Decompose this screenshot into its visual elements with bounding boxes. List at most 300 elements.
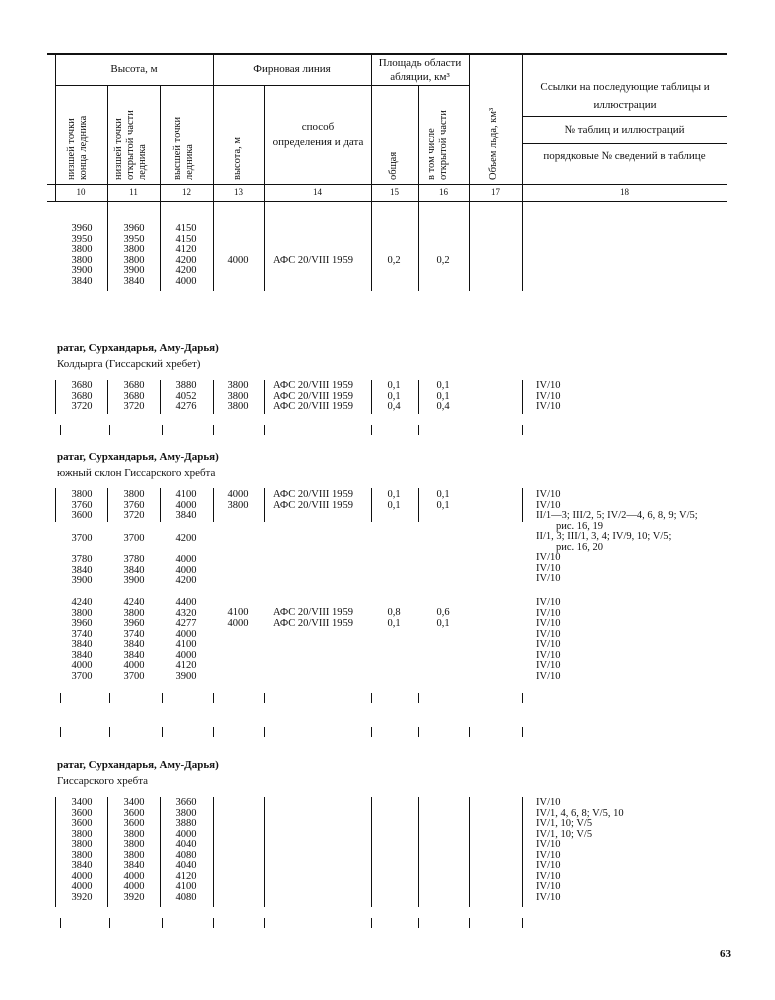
value: 4276 <box>175 401 197 412</box>
block1-vline <box>107 201 108 291</box>
value: IV/10 <box>536 839 561 850</box>
block1-c16: 0,2 <box>436 255 450 266</box>
section2-c16 <box>423 381 463 413</box>
section3-g3-c11 <box>114 555 154 587</box>
header-bottom-rule <box>47 201 727 202</box>
value: 3800 <box>227 499 249 511</box>
row-tick <box>522 918 523 928</box>
header-group-ablation: Площадь области абляции, км³ <box>378 57 462 83</box>
value: 4100 <box>175 639 197 650</box>
value: IV/10 <box>536 390 561 402</box>
value: 3760 <box>123 499 145 511</box>
value: 3680 <box>71 380 93 391</box>
value: 3700 <box>123 670 145 682</box>
section3-g4-c10 <box>62 598 102 682</box>
value: 3800 <box>123 489 145 500</box>
section2-c14 <box>273 381 353 413</box>
value: 3740 <box>71 628 93 640</box>
value: 3800 <box>227 401 249 412</box>
value: АФС 20/VIII 1959 <box>273 489 353 500</box>
row-divider <box>264 488 265 522</box>
column-number: 10 <box>76 187 86 197</box>
value: IV/10 <box>536 639 561 650</box>
value: 4200 <box>175 575 197 586</box>
value: 4000 <box>175 628 197 640</box>
value: 3800 <box>71 839 93 850</box>
value: 4000 <box>123 881 145 892</box>
value: АФС 20/VIII 1959 <box>273 401 353 412</box>
row-divider <box>107 488 108 522</box>
row-tick <box>371 727 372 737</box>
value: 4240 <box>123 597 145 608</box>
value: IV/10 <box>536 670 561 682</box>
row-tick <box>109 693 110 703</box>
value: IV/10 <box>536 881 561 892</box>
row-divider <box>371 488 372 522</box>
section4-c12 <box>166 798 206 903</box>
block1-vline <box>469 201 470 291</box>
value: АФС 20/VIII 1959 <box>273 390 353 402</box>
block1-c14: АФС 20/VIII 1959 <box>273 255 353 266</box>
section3-g4-c16 <box>423 608 463 629</box>
value: IV/1, 10; V/5 <box>536 828 593 840</box>
value: 0,6 <box>436 607 450 618</box>
value: 0,1 <box>387 499 401 511</box>
value: АФС 20/VIII 1959 <box>273 499 353 511</box>
section4-title: ратаг, Сурхандарья, Аму-Дарья) <box>57 759 219 771</box>
section2-c18 <box>536 381 561 413</box>
value: рис. 16, 19 <box>556 520 604 532</box>
value: 3960 <box>71 618 93 629</box>
row-tick <box>60 425 61 435</box>
section3-g1-c13 <box>218 490 258 511</box>
section3-g1-c12 <box>166 490 206 522</box>
value: 4000 <box>71 660 93 671</box>
value: 3600 <box>71 807 93 819</box>
row-tick <box>162 918 163 928</box>
section4-c11 <box>114 798 154 903</box>
block1-vline <box>522 201 523 291</box>
section3-g4-c14 <box>273 608 353 629</box>
header-col17: Объем льда, км³ <box>488 107 499 180</box>
row-divider <box>371 380 372 414</box>
value: IV/10 <box>536 562 561 574</box>
header-col18-title: Ссылки на последующие таблицы и иллюстрации <box>540 81 710 111</box>
section3-g1-c14 <box>273 490 353 511</box>
row-divider <box>264 380 265 414</box>
block1-c13: 4000 <box>227 255 249 266</box>
row-tick <box>213 425 214 435</box>
row-divider <box>160 797 161 907</box>
row-tick <box>109 425 110 435</box>
section2-subtitle: Колдырга (Гиссарский хребет) <box>57 358 201 370</box>
header-col12: высшей точки ледника <box>172 116 195 180</box>
value: 3720 <box>123 510 145 521</box>
value: II/1, 3; III/1, 3, 4; IV/9, 10; V/5; <box>536 531 672 542</box>
section3-c18b <box>536 598 561 682</box>
section4-c18 <box>536 798 624 903</box>
row-divider <box>522 488 523 522</box>
row-divider <box>522 380 523 414</box>
block1-vline <box>264 201 265 291</box>
value: 4000 <box>175 564 197 576</box>
value: IV/10 <box>536 649 561 661</box>
value: 3840 <box>123 639 145 650</box>
value: 3800 <box>175 807 197 819</box>
row-tick <box>162 693 163 703</box>
value: 4052 <box>175 390 197 402</box>
value: 4200 <box>175 265 197 276</box>
value: 0,1 <box>387 380 401 391</box>
value: 3900 <box>71 265 93 276</box>
value: 3800 <box>123 839 145 850</box>
value: 4000 <box>227 489 249 500</box>
column-number: 11 <box>129 187 138 197</box>
value: 4320 <box>175 607 197 619</box>
value: 4000 <box>175 499 197 511</box>
value: 4000 <box>71 870 93 882</box>
row-tick <box>418 693 419 703</box>
row-tick <box>213 727 214 737</box>
value: 3960 <box>71 223 93 234</box>
column-number: 17 <box>491 187 500 197</box>
row-tick <box>522 693 523 703</box>
value: 4120 <box>175 660 197 671</box>
header-vline <box>107 85 108 201</box>
value: рис. 16, 20 <box>556 541 604 553</box>
block1-vline <box>213 201 214 291</box>
value: 3600 <box>71 510 93 521</box>
value: 3800 <box>71 489 93 500</box>
header-colnum-rule-top <box>47 184 727 185</box>
header-group-rule <box>55 85 469 86</box>
value: 3840 <box>71 275 93 287</box>
header-col16: в том числе открытой части <box>426 110 449 180</box>
value: 3800 <box>123 244 145 255</box>
header-vline <box>418 85 419 201</box>
value: АФС 20/VIII 1959 <box>273 380 353 391</box>
value: 3920 <box>123 891 145 903</box>
value: 3800 <box>227 380 249 391</box>
row-divider <box>107 380 108 414</box>
page-number: 63 <box>720 948 731 960</box>
header-col10: низшей точки конца ледника <box>66 115 89 180</box>
header-col18-sub1: № таблиц и иллюстраций <box>564 124 685 136</box>
section3-g2-c12: 4200 <box>175 533 197 544</box>
value: 3780 <box>71 554 93 565</box>
section3-g1-c15 <box>375 490 413 511</box>
value: 4100 <box>227 607 249 618</box>
value: 0,1 <box>387 617 401 629</box>
value: 3800 <box>71 254 93 266</box>
column-number: 18 <box>620 187 629 197</box>
value: 3880 <box>175 380 197 391</box>
row-divider <box>213 380 214 414</box>
value: 3840 <box>71 649 93 661</box>
value: 4120 <box>175 244 197 255</box>
value: IV/10 <box>536 489 561 500</box>
value: 4080 <box>175 891 197 903</box>
value: IV/10 <box>536 891 561 903</box>
column-number: 13 <box>234 187 243 197</box>
block1-c15: 0,2 <box>387 255 401 266</box>
row-tick <box>418 727 419 737</box>
value: 3950 <box>71 233 93 245</box>
value: IV/10 <box>536 499 561 511</box>
value: 4100 <box>175 489 197 500</box>
section3-g2-c10: 3700 <box>71 533 93 544</box>
row-tick <box>162 425 163 435</box>
section3-g4-c11 <box>114 598 154 682</box>
value: 3840 <box>175 510 197 521</box>
section2-c12 <box>166 381 206 413</box>
value: 0,1 <box>387 390 401 402</box>
section4-subtitle: Гиссарского хребта <box>57 775 149 787</box>
value: 3600 <box>123 807 145 819</box>
header-col13: высота, м <box>232 136 243 180</box>
value: 3800 <box>71 828 93 840</box>
row-tick <box>264 693 265 703</box>
row-tick <box>60 693 61 703</box>
section2-title: ратаг, Сурхандарья, Аму-Дарья) <box>57 342 219 354</box>
value: IV/1, 4, 6, 8; V/5, 10 <box>536 807 624 819</box>
value: IV/10 <box>536 660 561 671</box>
value: 4100 <box>175 881 197 892</box>
section3-title: ратаг, Сурхандарья, Аму-Дарья) <box>57 451 219 463</box>
value: 3800 <box>71 244 93 255</box>
section3-g1-c16 <box>423 490 463 511</box>
column-number: 16 <box>439 187 448 197</box>
value: 0,4 <box>436 401 450 412</box>
value: 3950 <box>123 233 145 245</box>
value: 4040 <box>175 860 197 871</box>
value: 3840 <box>123 649 145 661</box>
row-tick <box>60 727 61 737</box>
value: 3600 <box>71 818 93 829</box>
column-number: 15 <box>390 187 399 197</box>
value: 3840 <box>123 564 145 576</box>
value: 4080 <box>175 849 197 861</box>
row-divider <box>371 797 372 907</box>
row-tick <box>371 918 372 928</box>
row-tick <box>60 918 61 928</box>
header-vline <box>469 54 470 201</box>
row-divider <box>55 380 56 414</box>
value: IV/10 <box>536 860 561 871</box>
row-divider <box>213 797 214 907</box>
section2-c15 <box>375 381 413 413</box>
value: 3840 <box>123 860 145 871</box>
value: 3600 <box>123 818 145 829</box>
value: 4000 <box>227 617 249 629</box>
header-vline <box>160 85 161 201</box>
header-col18-rule-2 <box>522 143 727 144</box>
row-divider <box>55 797 56 907</box>
row-tick <box>264 425 265 435</box>
value: 3900 <box>71 575 93 586</box>
value: 3960 <box>123 223 145 234</box>
value: 3800 <box>123 828 145 840</box>
value: 3800 <box>123 607 145 619</box>
value: АФС 20/VIII 1959 <box>273 607 353 618</box>
row-divider <box>55 488 56 522</box>
block1-c10 <box>62 224 102 287</box>
block1-vline <box>371 201 372 291</box>
row-tick <box>522 425 523 435</box>
value: 3680 <box>123 390 145 402</box>
value: 0,4 <box>387 401 401 412</box>
value: 3700 <box>71 670 93 682</box>
value: 4120 <box>175 870 197 882</box>
value: 3840 <box>123 275 145 287</box>
value: 3800 <box>71 607 93 619</box>
row-tick <box>469 727 470 737</box>
block1-vline <box>160 201 161 291</box>
header-col18-rule-1 <box>522 116 727 117</box>
section2-c11 <box>114 381 154 413</box>
value: 4150 <box>175 223 197 234</box>
value: 4400 <box>175 597 197 608</box>
value: 3920 <box>71 891 93 903</box>
header-vline <box>264 85 265 201</box>
value: 3900 <box>123 575 145 586</box>
row-tick <box>162 727 163 737</box>
value: 3400 <box>123 797 145 808</box>
value: IV/10 <box>536 797 561 808</box>
block1-c11 <box>114 224 154 287</box>
value: IV/10 <box>536 380 561 391</box>
header-group-height: Высота, м <box>110 63 158 75</box>
value: 3840 <box>71 639 93 650</box>
section3-c18 <box>536 490 698 585</box>
value: 3800 <box>123 254 145 266</box>
block1-c12 <box>166 224 206 287</box>
value: 4240 <box>71 597 93 608</box>
value: 3800 <box>71 849 93 861</box>
row-tick <box>213 693 214 703</box>
header-group-firn: Фирновая линия <box>253 63 331 75</box>
column-number: 14 <box>313 187 322 197</box>
block1-vline <box>418 201 419 291</box>
row-tick <box>109 727 110 737</box>
row-tick <box>418 918 419 928</box>
value: 3840 <box>71 564 93 576</box>
row-divider <box>107 797 108 907</box>
value: 3740 <box>123 628 145 640</box>
section3-g3-c12 <box>166 555 206 587</box>
value: IV/10 <box>536 401 561 412</box>
value: 3720 <box>123 401 145 412</box>
value: 4150 <box>175 233 197 245</box>
value: 3800 <box>227 390 249 402</box>
row-tick <box>264 727 265 737</box>
value: IV/10 <box>536 607 561 619</box>
row-divider <box>522 797 523 907</box>
row-tick <box>371 693 372 703</box>
value: IV/10 <box>536 618 561 629</box>
section3-g4-c15 <box>375 608 413 629</box>
value: 4000 <box>175 554 197 565</box>
row-divider <box>160 380 161 414</box>
header-col11: низшей точки открытой части ледника <box>113 110 148 180</box>
value: 3760 <box>71 499 93 511</box>
value: 0,1 <box>436 390 450 402</box>
value: 3880 <box>175 818 197 829</box>
value: 3660 <box>175 797 197 808</box>
row-tick <box>213 918 214 928</box>
value: 3400 <box>71 797 93 808</box>
value: 0,1 <box>436 380 450 391</box>
value: 3900 <box>123 265 145 276</box>
row-tick <box>469 918 470 928</box>
section3-g3-c10 <box>62 555 102 587</box>
section3-g1-c10 <box>62 490 102 522</box>
value: IV/10 <box>536 552 561 563</box>
section3-subtitle: южный склон Гиссарского хребта <box>57 467 216 479</box>
value: IV/10 <box>536 628 561 640</box>
value: 3780 <box>123 554 145 565</box>
value: 3680 <box>123 380 145 391</box>
row-divider <box>418 380 419 414</box>
row-tick <box>109 918 110 928</box>
row-divider <box>213 488 214 522</box>
value: 3720 <box>71 401 93 412</box>
value: 4000 <box>175 649 197 661</box>
value: 4000 <box>123 870 145 882</box>
section3-g1-c11 <box>114 490 154 522</box>
value: 0,1 <box>436 499 450 511</box>
section2-c10 <box>62 381 102 413</box>
value: 4000 <box>175 275 197 287</box>
value: 3800 <box>123 849 145 861</box>
header-col14: способ определения и дата <box>272 121 364 148</box>
value: 3840 <box>71 860 93 871</box>
value: IV/10 <box>536 849 561 861</box>
value: IV/1, 10; V/5 <box>536 818 593 829</box>
section2-c13 <box>218 381 258 413</box>
value: 0,1 <box>436 617 450 629</box>
row-divider <box>160 488 161 522</box>
section3-g4-c13 <box>218 608 258 629</box>
row-tick <box>371 425 372 435</box>
header-col18-sub2: порядковые № сведений в таблице <box>543 150 706 162</box>
value: IV/10 <box>536 870 561 882</box>
value: IV/10 <box>536 597 561 608</box>
row-tick <box>418 425 419 435</box>
row-tick <box>522 727 523 737</box>
section4-c10 <box>62 798 102 903</box>
value: 4277 <box>175 618 197 629</box>
value: 0,1 <box>436 489 450 500</box>
header-col15: общая <box>388 151 399 180</box>
value: 4040 <box>175 839 197 850</box>
value: IV/10 <box>536 573 561 584</box>
value: АФС 20/VIII 1959 <box>273 617 353 629</box>
row-divider <box>418 488 419 522</box>
value: 3960 <box>123 618 145 629</box>
value: 4000 <box>71 881 93 892</box>
value: 4200 <box>175 254 197 266</box>
value: 0,1 <box>387 489 401 500</box>
row-divider <box>264 797 265 907</box>
value: 3680 <box>71 390 93 402</box>
value: 3900 <box>175 670 197 682</box>
value: II/1—3; III/2, 5; IV/2—4, 6, 8, 9; V/5; <box>536 510 698 521</box>
row-divider <box>418 797 419 907</box>
value: 0,8 <box>387 607 401 618</box>
header-top-rule <box>47 53 727 55</box>
section3-g4-c12 <box>166 598 206 682</box>
